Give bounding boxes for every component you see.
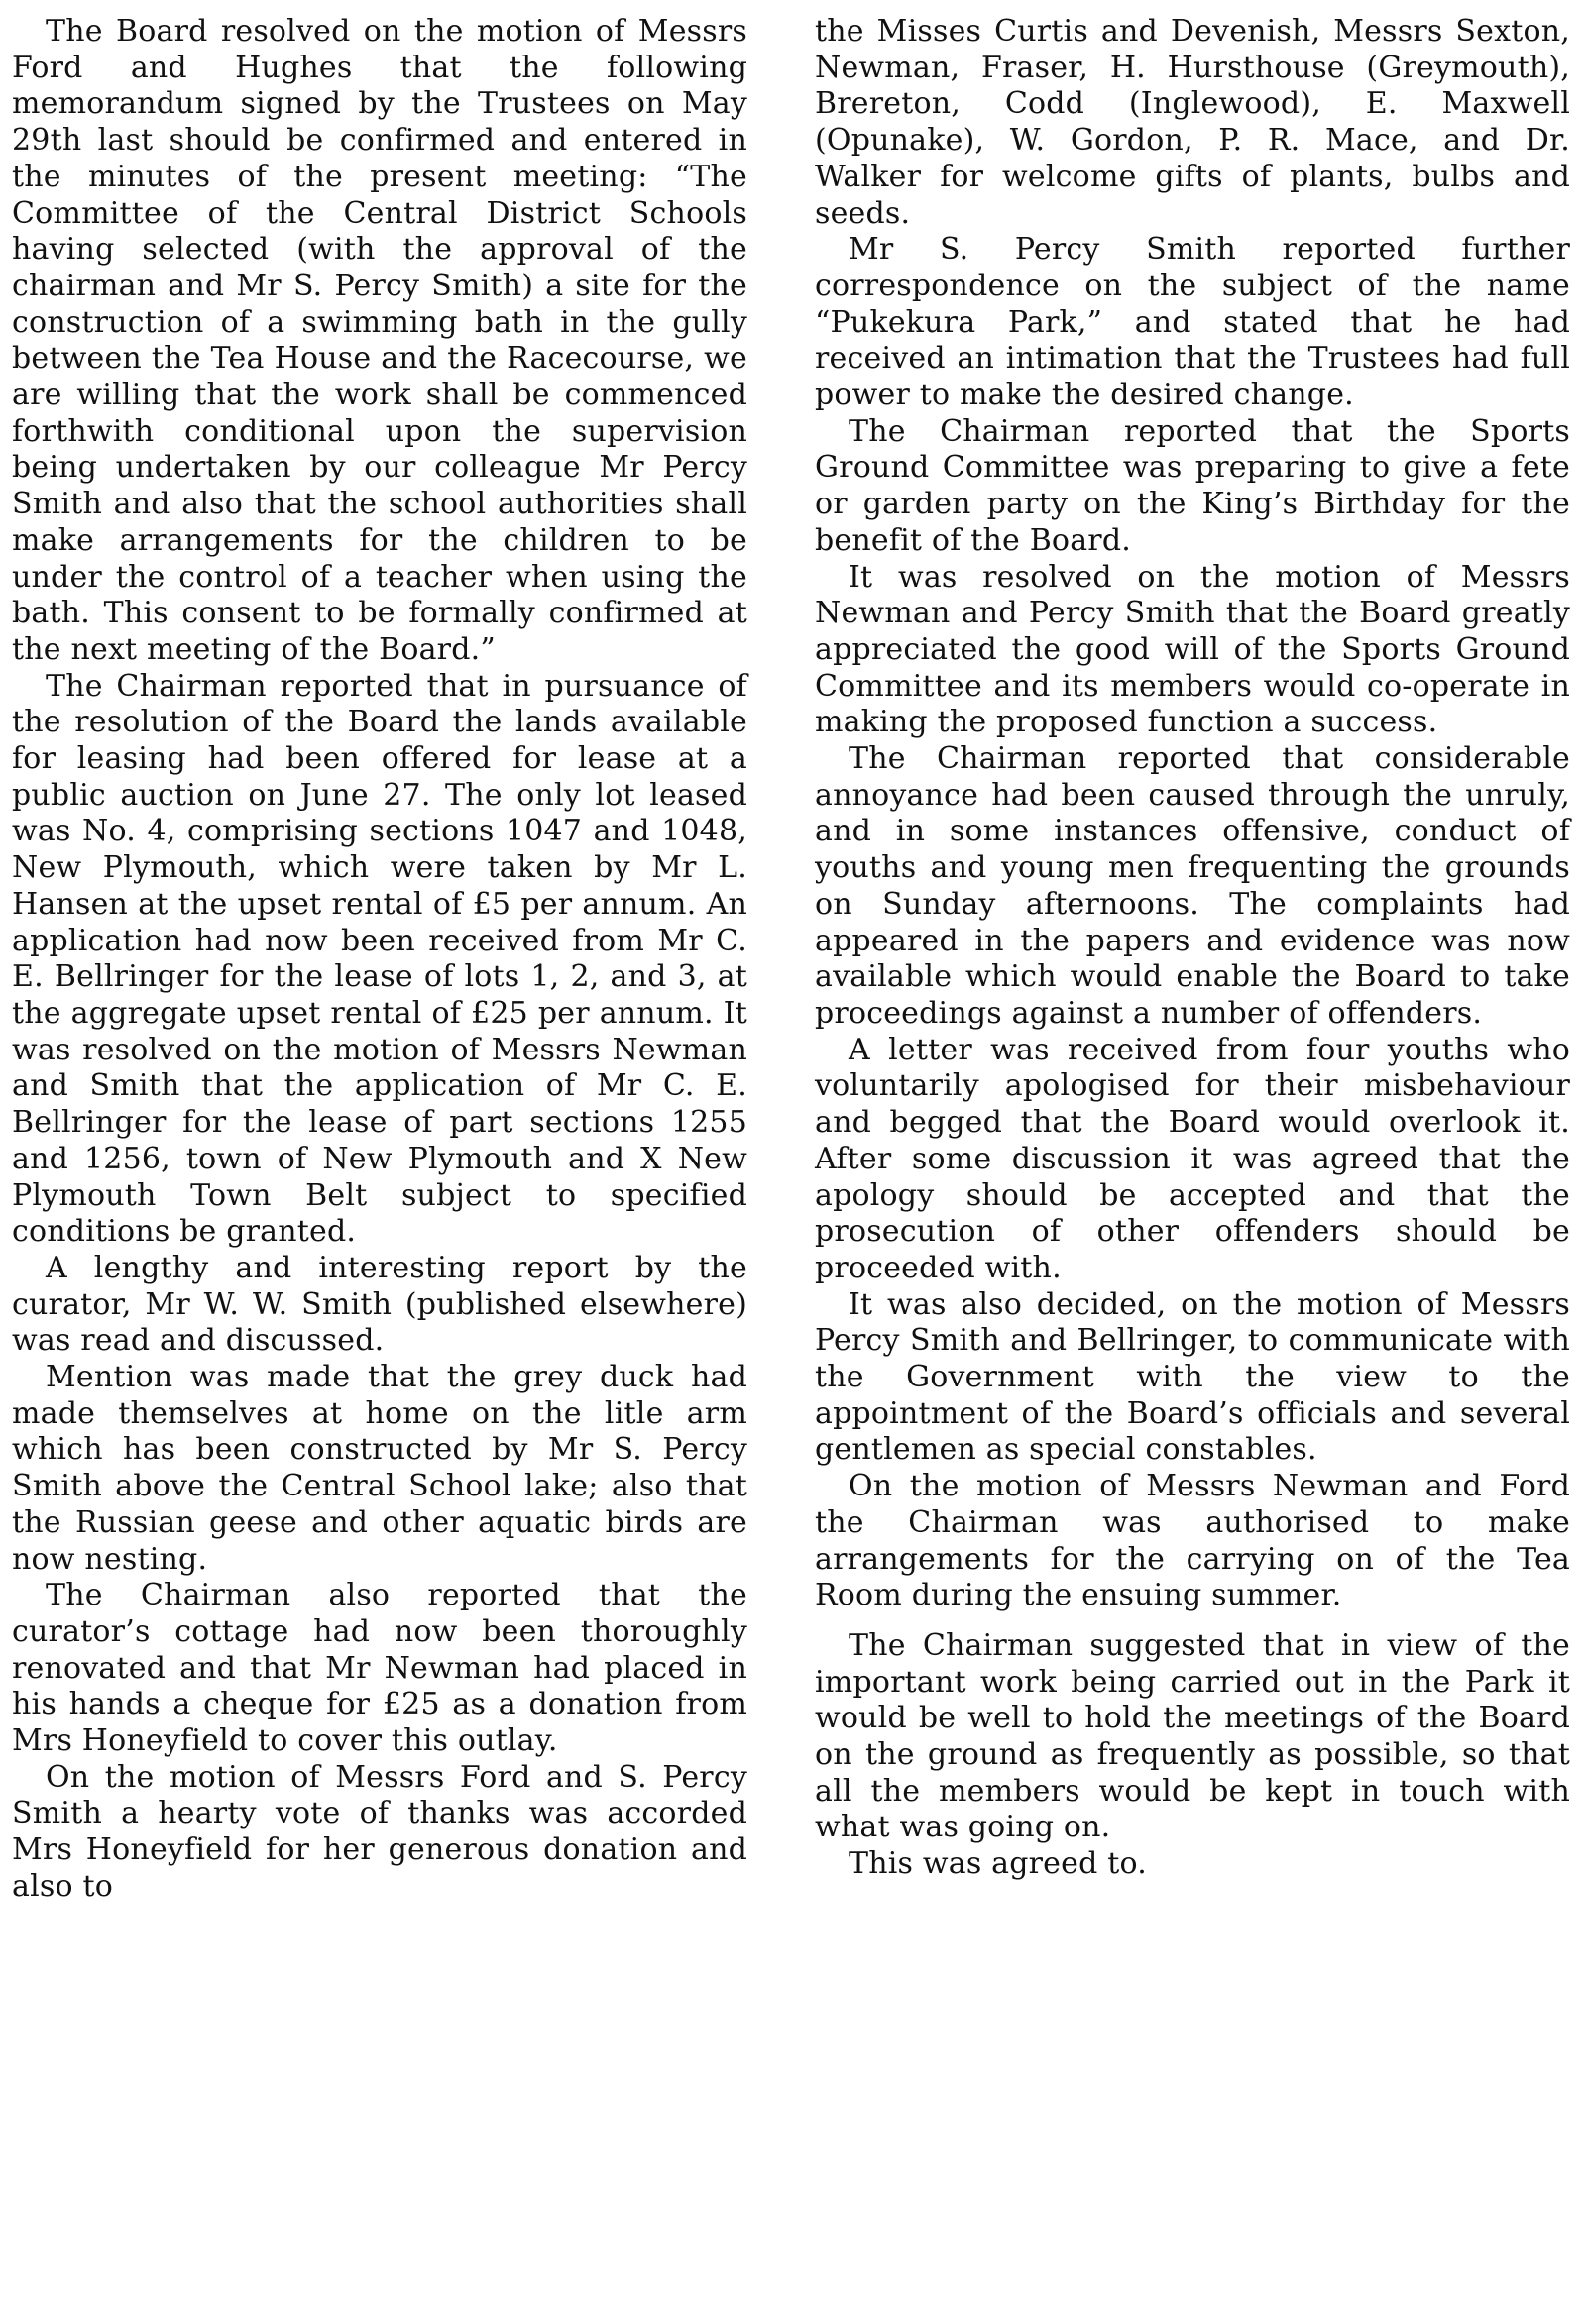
paragraph-grey-duck: Mention was made that the grey duck had made themselves at home on the litle arm which has been constructed by Mr S. Percy Smith above the Central School lake; also that the Russian geese and other aquatic birds are now nesting. bbox=[12, 1360, 747, 1577]
paragraph-tea-room: On the motion of Messrs Newman and Ford the Chairman was authorised to make arrangements for the carrying on of the Tea Room during the ensuing summer. bbox=[815, 1469, 1570, 1613]
paragraph-annoyance-complaints: The Chairman reported that considerable annoyance had been caused through the unruly, and in some instances offensive, conduct of youths and young men frequenting the grounds on Sunday afternoons. The complaints had appeared in the papers and evidence was now available which would enable the Board to take proceedings against a number of offenders. bbox=[815, 741, 1570, 1031]
left-column bbox=[12, 14, 747, 1906]
paragraph-special-constables: It was also decided, on the motion of Messrs Percy Smith and Bellringer, to communicate with the Government with the view to the appointment of the Board’s officials and several gentlemen as special constables. bbox=[815, 1286, 1570, 1468]
paragraph-vote-of-thanks: On the motion of Messrs Ford and S. Percy Smith a hearty vote of thanks was accorded Mrs Honeyfield for her generous donation and also to bbox=[12, 1759, 747, 1904]
right-column bbox=[815, 14, 1570, 1883]
paragraph-curator-cottage: The Chairman also reported that the curator’s cottage had now been thoroughly renovated and that Mr Newman had placed in his hands a cheque for £25 as a donation from Mrs Honeyfield to cover this outlay. bbox=[12, 1578, 747, 1759]
paragraph-gifts-continued: the Misses Curtis and Devenish, Messrs Sexton, Newman, Fraser, H. Hursthouse (Greymouth), Brereton, Codd (Inglewood), E. Maxwell (Opunake), W. Gordon, P. R. Mace, and Dr. Walker for welcome gifts of plants, bulbs and seeds. bbox=[815, 14, 1570, 231]
paragraph-apology-letter: A letter was received from four youths who voluntarily apologised for their misbehaviour and begged that the Board would overlook it. After some discussion it was agreed that the apology should be accepted and that the prosecution of other offenders should be proceeded with. bbox=[815, 1032, 1570, 1285]
paragraph-lands-leasing: The Chairman reported that in pursuance of the resolution of the Board the lands available for leasing had been offered for lease at a public auction on June 27. The only lot leased was No. 4, comprising sections 1047 and 1048, New Plymouth, which were taken by Mr L. Hansen at the upset rental of £5 per annum. An application had now been received from Mr C. E. Bellringer for the lease of lots 1, 2, and 3, at the aggregate upset rental of £25 per annum. It was resolved on the motion of Messrs Newman and Smith that the application of Mr C. E. Bellringer for the lease of part sections 1255 and 1256, town of New Plymouth and X New Plymouth Town Belt subject to specified conditions be granted. bbox=[12, 668, 747, 1250]
paragraph-swimming-bath-memorandum: The Board resolved on the motion of Messrs Ford and Hughes that the following memorandum signed by the Trustees on May 29th last should be confirmed and entered in the minutes of the present meeting: “The Committee of the Central District Schools having selected (with the approval of the chairman and Mr S. Percy Smith) a site for the construction of a swimming bath in the gully between the Tea House and the Racecourse, we are willing that the work shall be commenced forthwith conditional upon the supervision being undertaken by our colleague Mr Percy Smith and also that the school authorities shall make arrangements for the children to be under the control of a teacher when using the bath. This consent to be formally confirmed at the next meeting of the Board.” bbox=[12, 14, 747, 667]
paragraph-meetings-on-ground: The Chairman suggested that in view of the important work being carried out in the Park it would be well to hold the meetings of the Board on the ground as frequently as possible, so that all the members would be kept in touch with what was going on. bbox=[815, 1627, 1570, 1845]
paragraph-gap bbox=[815, 1614, 1570, 1628]
paragraph-sports-ground-fete: The Chairman reported that the Sports Ground Committee was preparing to give a fete or garden party on the King’s Birthday for the benefit of the Board. bbox=[815, 413, 1570, 558]
paragraph-curator-report: A lengthy and interesting report by the curator, Mr W. W. Smith (published elsewhere) was read and discussed. bbox=[12, 1250, 747, 1359]
paragraph-agreed: This was agreed to. bbox=[849, 1846, 1147, 1882]
paragraph-pukekura-park-name: Mr S. Percy Smith reported further correspondence on the subject of the name “Pukekura Park,” and stated that he had received an intimation that the Trustees had full power to make the desired change. bbox=[815, 232, 1570, 413]
paragraph-sports-committee-resolution: It was resolved on the motion of Messrs Newman and Percy Smith that the Board greatly appreciated the good will of the Sports Ground Committee and its members would co-operate in making the proposed function a success. bbox=[815, 559, 1570, 740]
